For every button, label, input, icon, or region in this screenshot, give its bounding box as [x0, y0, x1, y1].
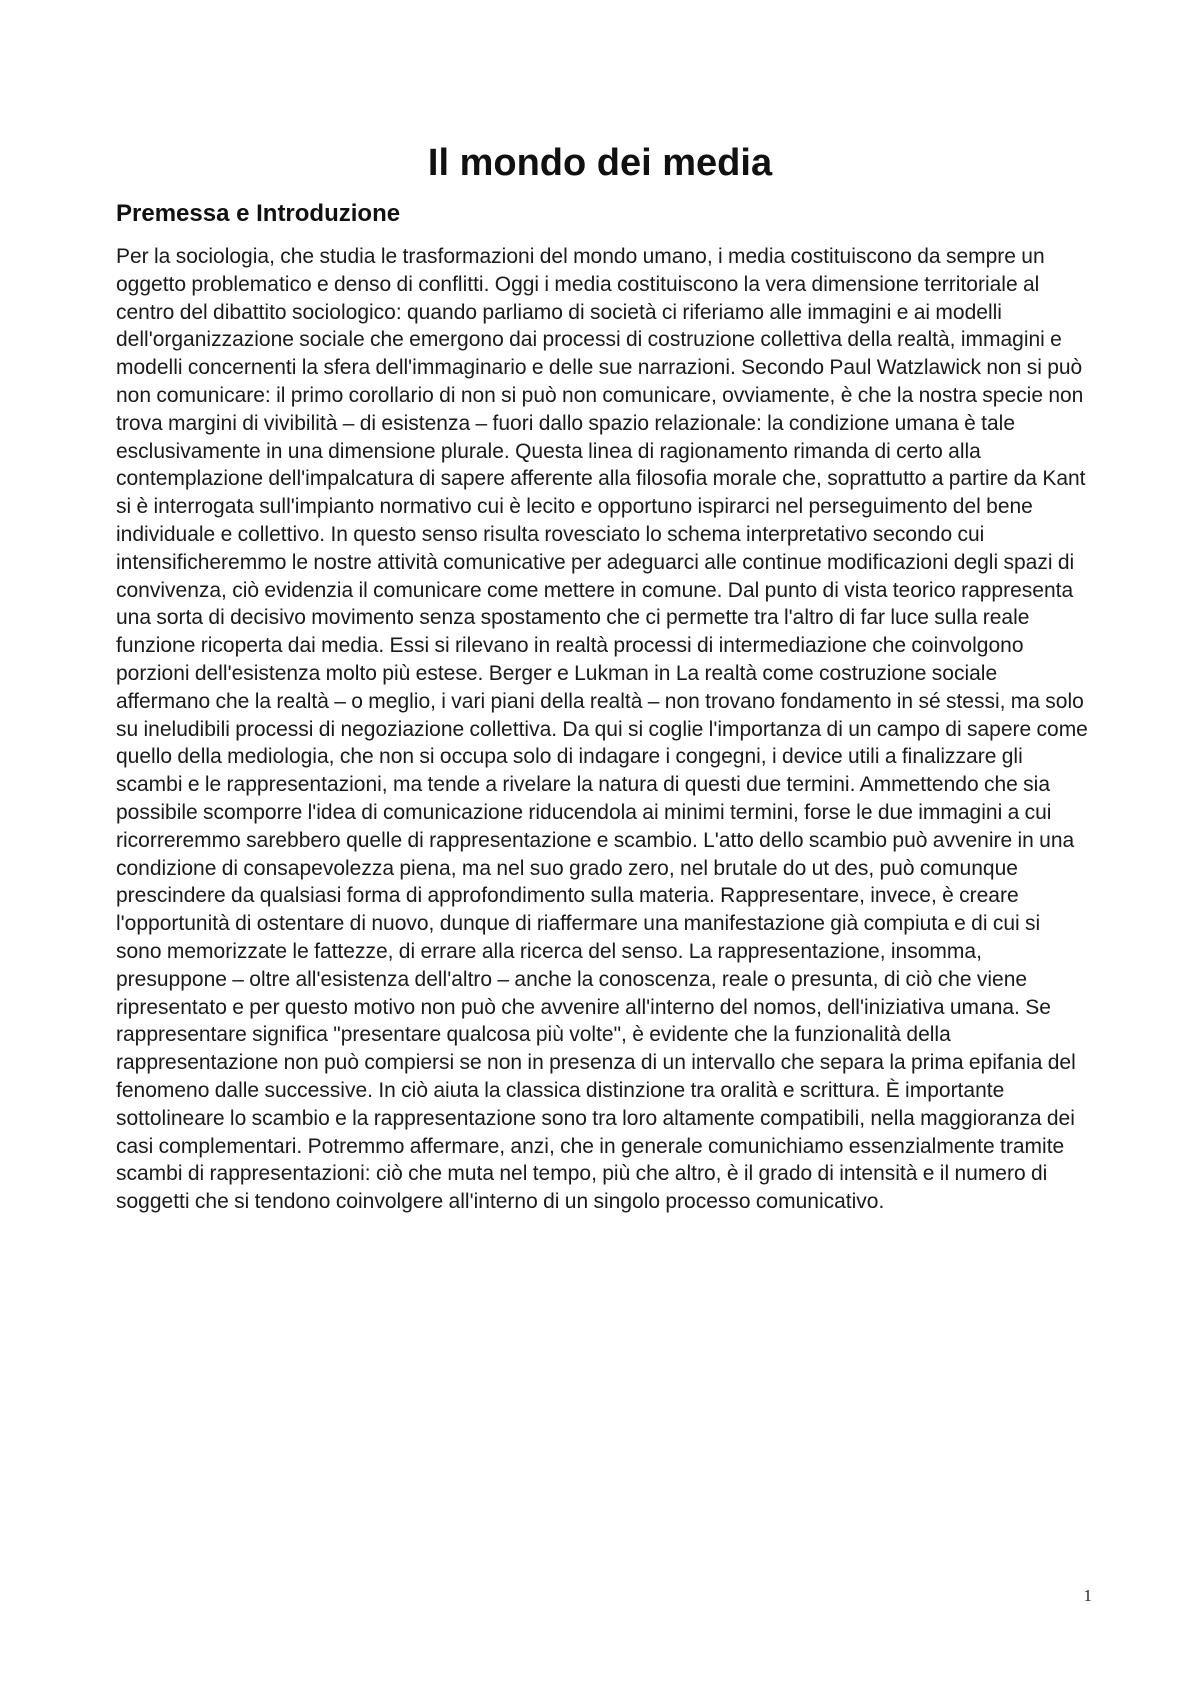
page-number: 1	[1083, 1586, 1092, 1605]
body-paragraph: Per la sociologia, che studia le trasformazioni del mondo umano, i media costituiscono da sempre un oggetto problematico e denso di conflitti. Oggi i media costituiscono la vera dimensione territoriale al centro del dibattito sociologico: quando parliamo di società ci riferiamo alle immagini e ai modelli dell'organizzazione sociale che emergono dai processi di costruzione collettiva della realtà, immagini e modelli concernenti la sfera dell'immaginario e delle sue narrazioni. Secondo Paul Watzlawick non si può non comunicare: il primo corollario di non si può non comunicare, ovviamente, è che la nostra specie non trova margini di vivibilità – di esistenza – fuori dallo spazio relazionale: la condizione umana è tale esclusivamente in una dimensione plurale. Questa linea di ragionamento rimanda di certo alla contemplazione dell'impalcatura di sapere afferente alla filosofia morale che, soprattutto a partire da Kant si è interrogata sull'impianto normativo cui è lecito e opportuno ispirarci nel perseguimento del bene individuale e collettivo. In questo senso risulta rovesciato lo schema interpretativo secondo cui intensificheremmo le nostre attività comunicative per adeguarci alle continue modificazioni degli spazi di convivenza, ciò evidenzia il comunicare come mettere in comune. Dal punto di vista teorico rappresenta una sorta di decisivo movimento senza spostamento che ci permette tra l'altro di far luce sulla reale funzione ricoperta dai media. Essi si rilevano in realtà processi di intermediazione che coinvolgono porzioni dell'esistenza molto più estese. Berger e Lukman in La realtà come costruzione sociale affermano che la realtà – o meglio, i vari piani della realtà – non trovano fondamento in sé stessi, ma solo su ineludibili processi di negoziazione collettiva. Da qui si coglie l'importanza di un campo di sapere come quello della mediologia, che non si occupa solo di indagare i congegni, i device utili a finalizzare gli scambi e le rappresentazioni, ma tende a rivelare la natura di questi due termini. Ammettendo che sia possibile scomporre l'idea di comunicazione riducendola ai minimi termini, forse le due immagini a cui ricorreremmo sarebbero quelle di rappresentazione e scambio. L'atto dello scambio può avvenire in una condizione di consapevolezza piena, ma nel suo grado zero, nel brutale do ut des, può comunque prescindere da qualsiasi forma di approfondimento sulla materia. Rappresentare, invece, è creare l'opportunità di ostentare di nuovo, dunque di riaffermare una manifestazione già compiuta e di cui si sono memorizzate le fattezze, di errare alla ricerca del senso. La rappresentazione, insomma, presuppone – oltre all'esistenza dell'altro – anche la conoscenza, reale o presunta, di ciò che viene ripresentato e per questo motivo non può che avvenire all'interno del nomos, dell'iniziativa umana. Se rappresentare significa "presentare qualcosa più volte", è evidente che la funzionalità della rappresentazione non può compiersi se non in presenza di un intervallo che separa la prima epifania del fenomeno dalle successive. In ciò aiuta la classica distinzione tra oralità e scrittura. È importante sottolineare lo scambio e la rappresentazione sono tra loro altamente compatibili, nella maggioranza dei casi complementari. Potremmo affermare, anzi, che in generale comunichiamo essenzialmente tramite scambi di rappresentazioni: ciò che muta nel tempo, più che altro, è il grado di intensità e il numero di soggetti che si tendono coinvolgere all'interno di un singolo processo comunicativo.	[116, 245, 1088, 1214]
section-heading: Premessa e Introduzione	[116, 200, 401, 227]
document-title: Il mondo dei media	[427, 142, 773, 184]
